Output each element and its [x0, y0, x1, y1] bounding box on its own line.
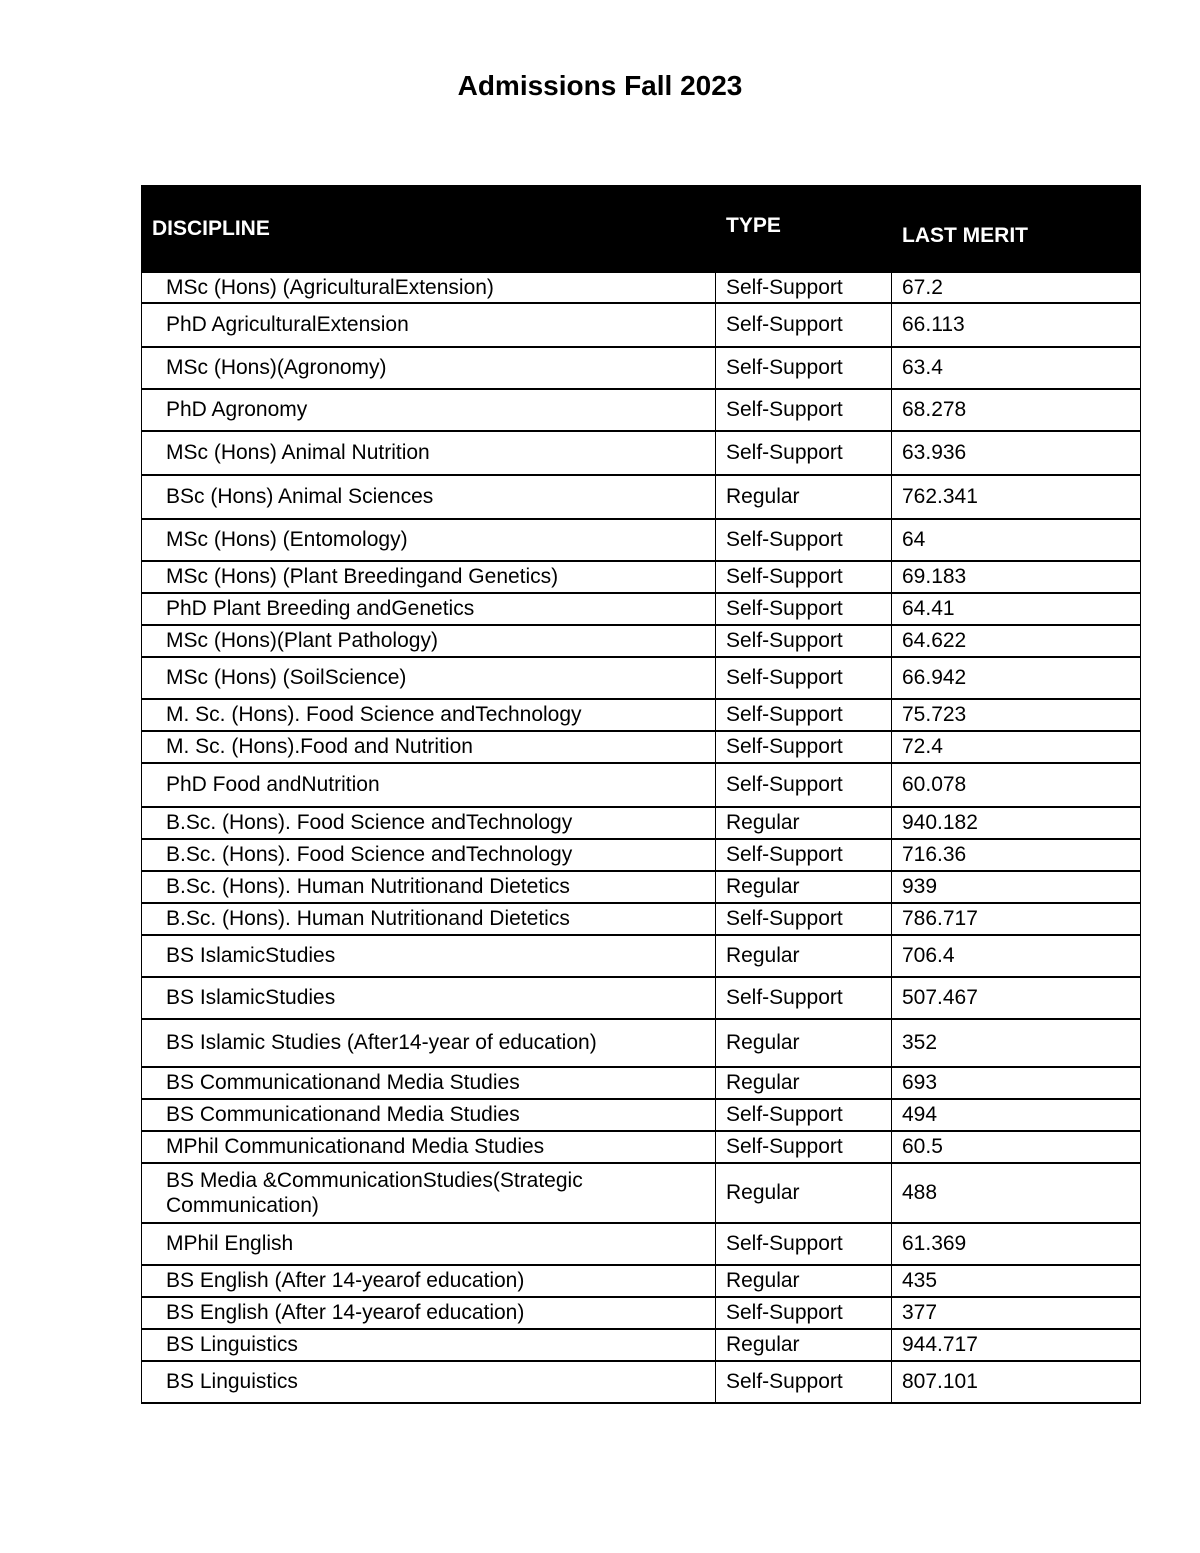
- table-row: [142, 303, 1141, 347]
- table-row: [142, 625, 1141, 657]
- last-merit-cell: 60.078: [892, 763, 1141, 807]
- last-merit-cell: 60.5: [892, 1131, 1141, 1163]
- table-row: [142, 1361, 1141, 1403]
- table-row: [142, 347, 1141, 389]
- table-row: [142, 699, 1141, 731]
- discipline-cell: MSc (Hons) (AgriculturalExtension): [142, 272, 716, 303]
- last-merit-cell: 63.4: [892, 347, 1141, 389]
- table-row: [142, 807, 1141, 839]
- type-cell: Self-Support: [716, 839, 892, 871]
- type-cell: Self-Support: [716, 1223, 892, 1265]
- table-row: [142, 1163, 1141, 1223]
- last-merit-cell: 66.942: [892, 657, 1141, 699]
- discipline-cell: PhD Food andNutrition: [142, 763, 716, 807]
- type-cell: Self-Support: [716, 903, 892, 935]
- last-merit-cell: 507.467: [892, 977, 1141, 1019]
- last-merit-cell: 75.723: [892, 699, 1141, 731]
- table-header-row: [142, 186, 1141, 273]
- type-cell: Self-Support: [716, 1361, 892, 1403]
- table-row: [142, 903, 1141, 935]
- table-row: [142, 763, 1141, 807]
- type-cell: Self-Support: [716, 303, 892, 347]
- last-merit-cell: 66.113: [892, 303, 1141, 347]
- type-cell: Regular: [716, 935, 892, 977]
- discipline-cell: MPhil Communicationand Media Studies: [142, 1131, 716, 1163]
- discipline-cell: MPhil English: [142, 1223, 716, 1265]
- discipline-cell: BS IslamicStudies: [142, 935, 716, 977]
- header-last-merit: LAST MERIT: [892, 186, 1141, 273]
- discipline-cell: MSc (Hons)(Agronomy): [142, 347, 716, 389]
- discipline-cell: B.Sc. (Hons). Food Science andTechnology: [142, 839, 716, 871]
- type-cell: Self-Support: [716, 389, 892, 431]
- discipline-cell: BS Media &CommunicationStudies(Strategic Communication): [142, 1163, 716, 1223]
- table-row: [142, 389, 1141, 431]
- discipline-cell: PhD AgriculturalExtension: [142, 303, 716, 347]
- table-row: [142, 977, 1141, 1019]
- last-merit-cell: 69.183: [892, 561, 1141, 593]
- last-merit-cell: 377: [892, 1297, 1141, 1329]
- last-merit-cell: 72.4: [892, 731, 1141, 763]
- type-cell: Regular: [716, 1019, 892, 1067]
- type-cell: Regular: [716, 871, 892, 903]
- header-type: TYPE: [716, 186, 892, 273]
- discipline-cell: MSc (Hons)(Plant Pathology): [142, 625, 716, 657]
- table-row: [142, 1099, 1141, 1131]
- table-row: [142, 1223, 1141, 1265]
- discipline-cell: MSc (Hons) (Entomology): [142, 519, 716, 561]
- table-row: [142, 561, 1141, 593]
- type-cell: Self-Support: [716, 561, 892, 593]
- table-body: [142, 272, 1141, 1403]
- discipline-cell: B.Sc. (Hons). Human Nutritionand Dietetics: [142, 903, 716, 935]
- type-cell: Self-Support: [716, 431, 892, 475]
- last-merit-cell: 435: [892, 1265, 1141, 1297]
- discipline-cell: BS Linguistics: [142, 1329, 716, 1361]
- discipline-cell: B.Sc. (Hons). Human Nutritionand Dietetics: [142, 871, 716, 903]
- last-merit-cell: 488: [892, 1163, 1141, 1223]
- discipline-cell: BS IslamicStudies: [142, 977, 716, 1019]
- table-row: [142, 839, 1141, 871]
- table-row: [142, 272, 1141, 303]
- table-row: [142, 1131, 1141, 1163]
- header-discipline: DISCIPLINE: [142, 186, 716, 273]
- type-cell: Self-Support: [716, 519, 892, 561]
- discipline-cell: BS English (After 14-yearof education): [142, 1297, 716, 1329]
- merit-table: [141, 185, 1141, 1404]
- last-merit-cell: 61.369: [892, 1223, 1141, 1265]
- type-cell: Self-Support: [716, 347, 892, 389]
- table-row: [142, 475, 1141, 519]
- discipline-cell: MSc (Hons) (Plant Breedingand Genetics): [142, 561, 716, 593]
- last-merit-cell: 64.622: [892, 625, 1141, 657]
- last-merit-cell: 352: [892, 1019, 1141, 1067]
- last-merit-cell: 807.101: [892, 1361, 1141, 1403]
- type-cell: Regular: [716, 475, 892, 519]
- table-row: [142, 731, 1141, 763]
- type-cell: Regular: [716, 1067, 892, 1099]
- type-cell: Self-Support: [716, 593, 892, 625]
- type-cell: Self-Support: [716, 731, 892, 763]
- type-cell: Regular: [716, 1265, 892, 1297]
- type-cell: Self-Support: [716, 272, 892, 303]
- last-merit-cell: 939: [892, 871, 1141, 903]
- last-merit-cell: 940.182: [892, 807, 1141, 839]
- discipline-cell: PhD Plant Breeding andGenetics: [142, 593, 716, 625]
- last-merit-cell: 716.36: [892, 839, 1141, 871]
- table-row: [142, 1297, 1141, 1329]
- type-cell: Self-Support: [716, 763, 892, 807]
- last-merit-cell: 944.717: [892, 1329, 1141, 1361]
- last-merit-cell: 706.4: [892, 935, 1141, 977]
- table-row: [142, 1329, 1141, 1361]
- type-cell: Regular: [716, 1163, 892, 1223]
- table-row: [142, 1265, 1141, 1297]
- type-cell: Self-Support: [716, 699, 892, 731]
- last-merit-cell: 68.278: [892, 389, 1141, 431]
- type-cell: Self-Support: [716, 1099, 892, 1131]
- last-merit-cell: 64: [892, 519, 1141, 561]
- discipline-cell: B.Sc. (Hons). Food Science andTechnology: [142, 807, 716, 839]
- discipline-cell: M. Sc. (Hons).Food and Nutrition: [142, 731, 716, 763]
- discipline-cell: BS Communicationand Media Studies: [142, 1099, 716, 1131]
- discipline-cell: BS English (After 14-yearof education): [142, 1265, 716, 1297]
- last-merit-cell: 67.2: [892, 272, 1141, 303]
- last-merit-cell: 64.41: [892, 593, 1141, 625]
- last-merit-cell: 494: [892, 1099, 1141, 1131]
- discipline-cell: MSc (Hons) Animal Nutrition: [142, 431, 716, 475]
- discipline-cell: BS Islamic Studies (After14-year of education): [142, 1019, 716, 1067]
- type-cell: Self-Support: [716, 657, 892, 699]
- discipline-cell: MSc (Hons) (SoilScience): [142, 657, 716, 699]
- table-row: [142, 431, 1141, 475]
- table-row: [142, 871, 1141, 903]
- type-cell: Self-Support: [716, 1297, 892, 1329]
- page-title: Admissions Fall 2023: [457, 70, 743, 101]
- discipline-cell: BS Communicationand Media Studies: [142, 1067, 716, 1099]
- type-cell: Self-Support: [716, 625, 892, 657]
- table-row: [142, 1067, 1141, 1099]
- type-cell: Regular: [716, 1329, 892, 1361]
- last-merit-cell: 63.936: [892, 431, 1141, 475]
- table-row: [142, 593, 1141, 625]
- last-merit-cell: 762.341: [892, 475, 1141, 519]
- discipline-cell: BS Linguistics: [142, 1361, 716, 1403]
- type-cell: Self-Support: [716, 977, 892, 1019]
- discipline-cell: M. Sc. (Hons). Food Science andTechnology: [142, 699, 716, 731]
- table-row: [142, 519, 1141, 561]
- type-cell: Regular: [716, 807, 892, 839]
- discipline-cell: BSc (Hons) Animal Sciences: [142, 475, 716, 519]
- type-cell: Self-Support: [716, 1131, 892, 1163]
- discipline-cell: PhD Agronomy: [142, 389, 716, 431]
- table-row: [142, 657, 1141, 699]
- last-merit-cell: 786.717: [892, 903, 1141, 935]
- table-row: [142, 935, 1141, 977]
- table-row: [142, 1019, 1141, 1067]
- last-merit-cell: 693: [892, 1067, 1141, 1099]
